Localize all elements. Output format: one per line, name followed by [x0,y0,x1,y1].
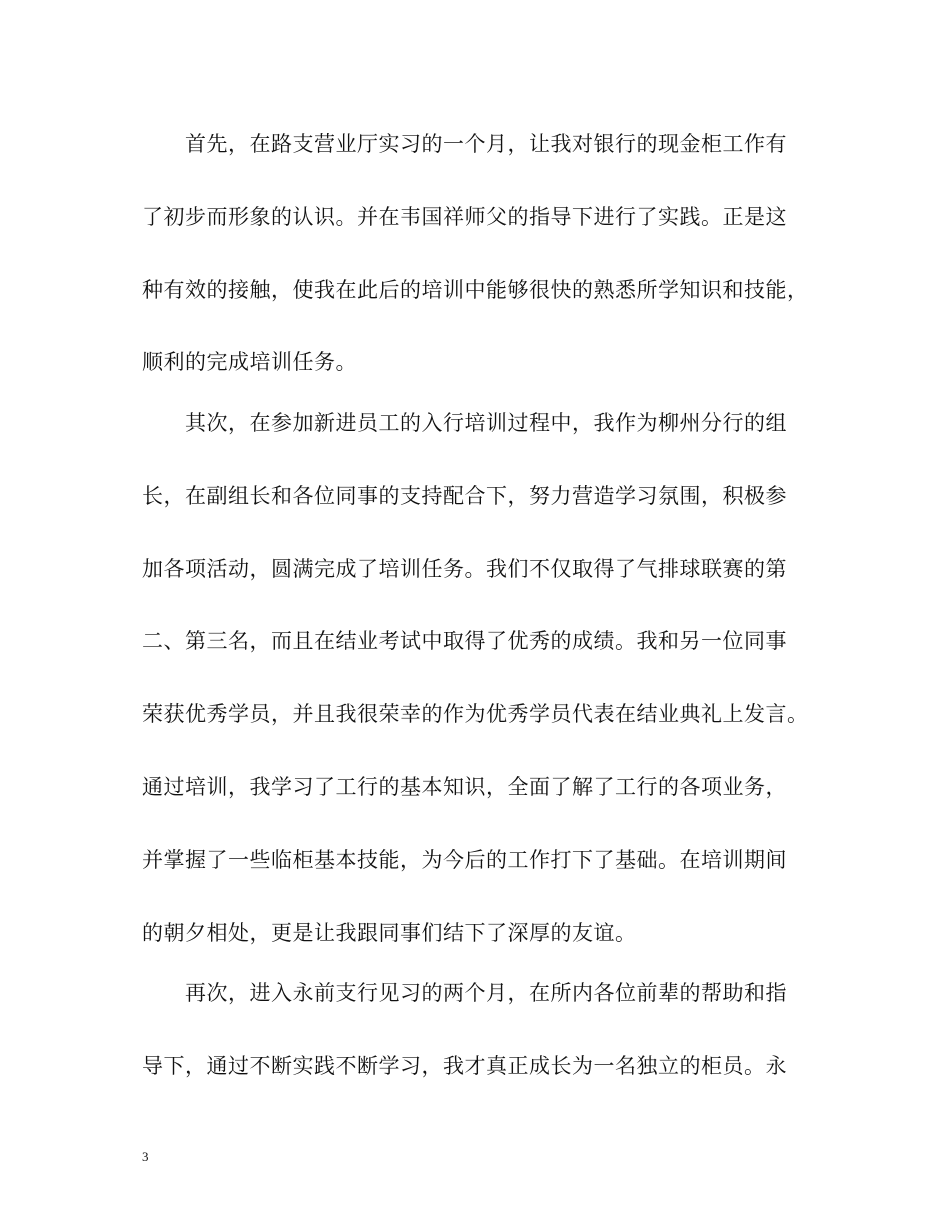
text-line: 其次，在参加新进员工的入行培训过程中，我作为柳州分行的组 [142,411,787,435]
text-line: 再次，进入永前支行见习的两个月，在所内各位前辈的帮助和指 [142,981,787,1005]
text-line: 导下，通过不断实践不断学习，我才真正成长为一名独立的柜员。永 [142,1054,787,1078]
text-line: 并掌握了一些临柜基本技能，为今后的工作打下了基础。在培训期间 [142,848,787,872]
text-line: 荣获优秀学员，并且我很荣幸的作为优秀学员代表在结业典礼上发言。 [142,702,809,726]
text-line: 顺利的完成培训任务。 [142,350,357,374]
text-line: 的朝夕相处，更是让我跟同事们结下了深厚的友谊。 [142,921,637,945]
text-line: 通过培训，我学习了工行的基本知识，全面了解了工行的各项业务， [142,775,787,799]
text-line: 加各项活动，圆满完成了培训任务。我们不仅取得了气排球联赛的第 [142,557,787,581]
page-number: 3 [142,1149,149,1164]
text-line: 了初步而形象的认识。并在韦国祥师父的指导下进行了实践。正是这 [142,205,787,229]
text-line: 首先，在路支营业厅实习的一个月，让我对银行的现金柜工作有 [142,132,787,156]
text-line: 二、第三名，而且在结业考试中取得了优秀的成绩。我和另一位同事 [142,629,787,653]
text-line: 长，在副组长和各位同事的支持配合下，努力营造学习氛围，积极参 [142,484,787,508]
text-line: 种有效的接触，使我在此后的培训中能够很快的熟悉所学知识和技能， [142,278,809,302]
